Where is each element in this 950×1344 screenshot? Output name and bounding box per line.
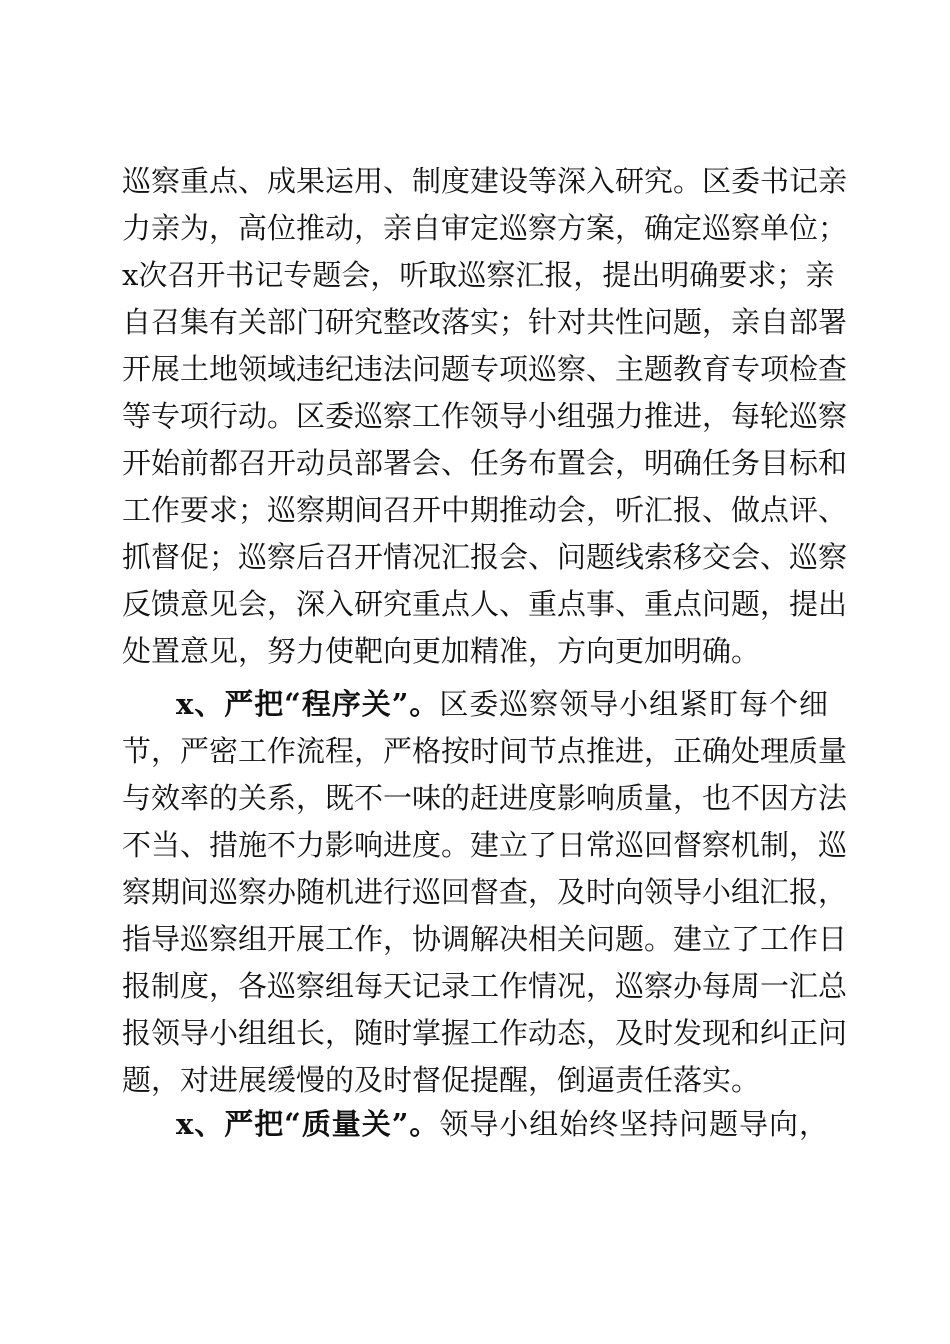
paragraph-1-line: x次召开书记专题会，听取巡察汇报，提出明确要求；亲 xyxy=(122,258,835,292)
section-heading: x、严把“质量关”。 xyxy=(176,1107,440,1141)
paragraph-2-line: 察期间巡察办随机进行巡回督查，及时向领导小组汇报， xyxy=(122,875,848,909)
paragraph-1-line: 抓督促；巡察后召开情况汇报会、问题线索移交会、巡察 xyxy=(122,540,848,574)
paragraph-2-first-line xyxy=(176,683,828,725)
paragraph-2-line: 报制度，各巡察组每天记录工作情况，巡察办每周一汇总 xyxy=(122,969,848,1003)
paragraph-1-line: 工作要求；巡察期间召开中期推动会，听汇报、做点评、 xyxy=(122,493,848,527)
section-heading: x、严把“程序关”。 xyxy=(176,687,440,721)
paragraph-2-line: 指导巡察组开展工作，协调解决相关问题。建立了工作日 xyxy=(122,922,848,956)
paragraph-2-line: 与效率的关系，既不一味的赶进度影响质量，也不因方法 xyxy=(122,781,848,815)
paragraph-1-line: 反馈意见会，深入研究重点人、重点事、重点问题，提出 xyxy=(122,587,848,621)
paragraph-2-line: 题，对进展缓慢的及时督促提醒，倒逼责任落实。 xyxy=(122,1063,761,1097)
paragraph-2-text: 区委巡察领导小组紧盯每个细 xyxy=(439,687,828,721)
paragraph-2-line: 不当、措施不力影响进度。建立了日常巡回督察机制，巡 xyxy=(122,828,848,862)
paragraph-1-line: 开始前都召开动员部署会、任务布置会，明确任务目标和 xyxy=(122,446,848,480)
paragraph-1-line: 力亲为，高位推动，亲自审定巡察方案，确定巡察单位； xyxy=(122,211,848,245)
paragraph-1-line: 自召集有关部门研究整改落实；针对共性问题，亲自部署 xyxy=(122,305,848,339)
paragraph-3-first-line xyxy=(176,1103,828,1145)
paragraph-1-line: 处置意见，努力使靶向更加精准，方向更加明确。 xyxy=(122,634,761,668)
paragraph-1-line: 开展土地领域违纪违法问题专项巡察、主题教育专项检查 xyxy=(122,352,848,386)
paragraph-1-line: 巡察重点、成果运用、制度建设等深入研究。区委书记亲 xyxy=(122,164,848,198)
paragraph-1-line: 等专项行动。区委巡察工作领导小组强力推进，每轮巡察 xyxy=(122,399,848,433)
paragraph-2-line: 报领导小组组长，随时掌握工作动态，及时发现和纠正问 xyxy=(122,1016,848,1050)
paragraph-2-line: 节，严密工作流程，严格按时间节点推进，正确处理质量 xyxy=(122,734,848,768)
paragraph-3-text: 领导小组始终坚持问题导向， xyxy=(439,1107,828,1141)
